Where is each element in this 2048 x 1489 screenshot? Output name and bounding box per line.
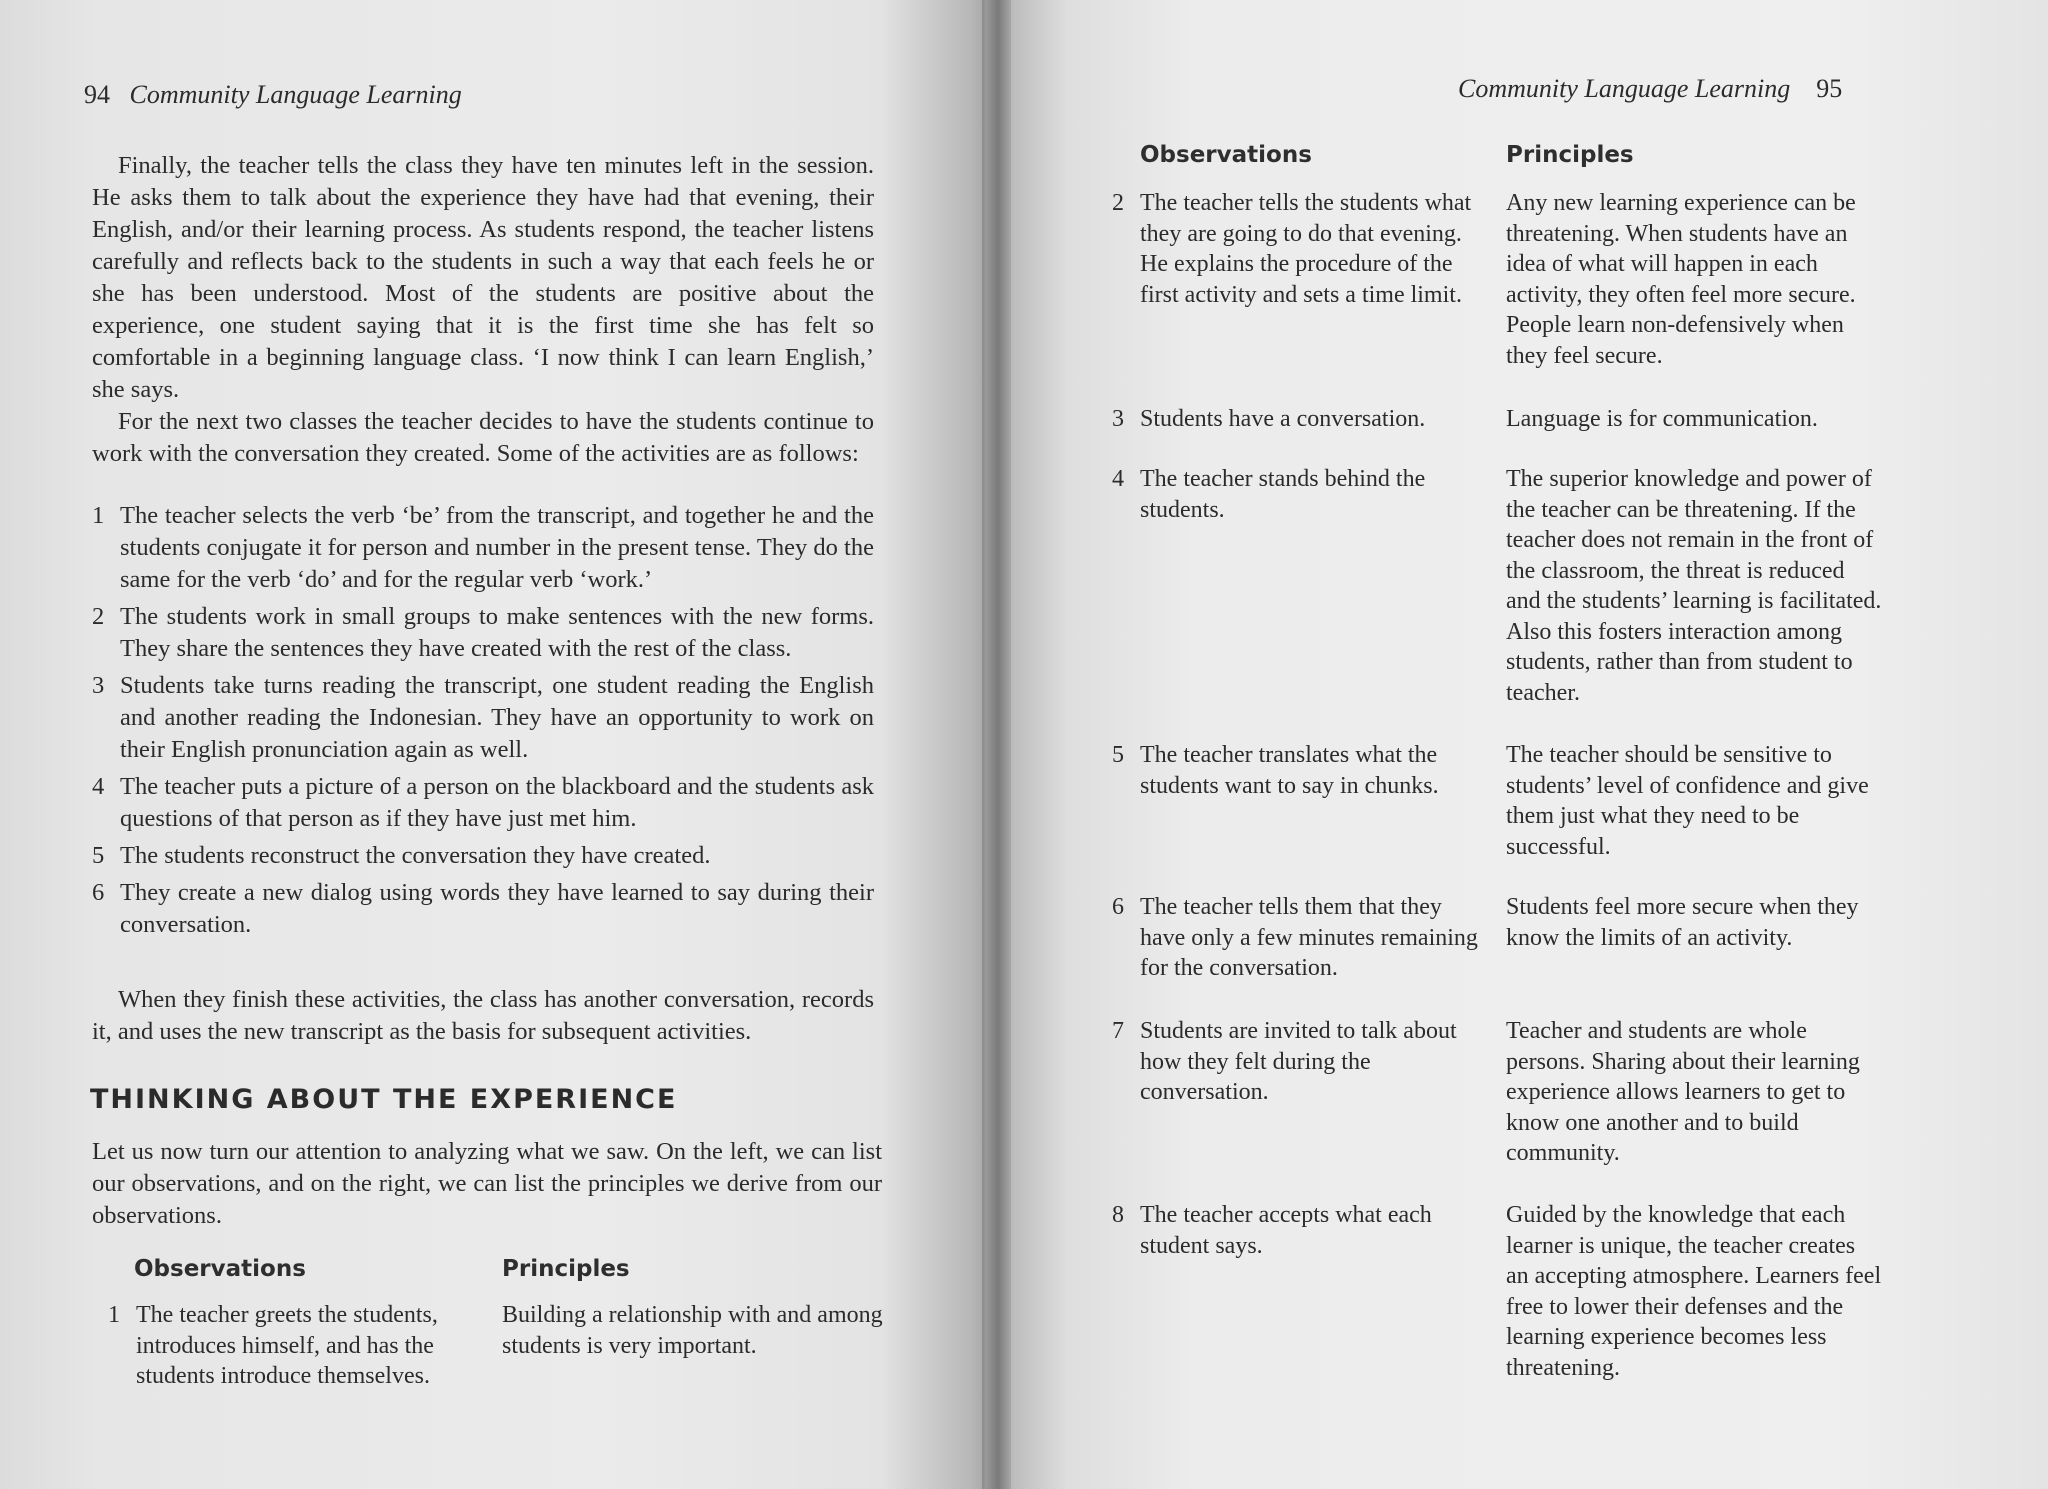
section-heading: THINKING ABOUT THE EXPERIENCE xyxy=(90,1084,678,1115)
item-number: 5 xyxy=(92,842,105,869)
list-item xyxy=(92,500,874,596)
row-number: 6 xyxy=(1112,894,1124,920)
item-number: 1 xyxy=(92,502,105,529)
item-text: The teacher selects the verb ‘be’ from the transcript, and together he and the students conjugate it for person and number in the present tense. They do the same for the verb ‘do’ and for the regular verb ‘work.’ xyxy=(120,502,874,593)
section-intro xyxy=(92,1136,882,1232)
item-number: 6 xyxy=(92,879,105,906)
list-item xyxy=(92,771,874,835)
principle-cell: The superior knowledge and power of the teacher can be threatening. If the teacher does not remain in the front of the classroom, the threat is reduced and the students’ learning is facilitated. Also this fosters interaction among students, rather than from student to teacher. xyxy=(1506,466,1882,706)
principle-cell: Guided by the knowledge that each learner is unique, the teacher creates an accepting atmosphere. Learners feel free to lower their defenses and the learning experience becomes less threatening. xyxy=(1506,1202,1882,1381)
observation-cell: The teacher tells them that they have only a few minutes remaining for the conversation. xyxy=(1140,894,1478,981)
activity-list xyxy=(92,500,874,946)
row-number: 7 xyxy=(1112,1018,1124,1044)
list-item xyxy=(92,840,874,872)
item-text: The students reconstruct the conversation they have created. xyxy=(120,842,711,869)
right-running-head xyxy=(1458,74,1842,104)
list-item xyxy=(92,601,874,665)
item-number: 3 xyxy=(92,672,105,699)
item-text: They create a new dialog using words they have learned to say during their conversation. xyxy=(120,879,874,938)
item-text: Students take turns reading the transcript, one student reading the English and another reading the Indonesian. They have an opportunity to work on their English pronunciation again as well. xyxy=(120,672,874,763)
observation-cell: Students are invited to talk about how they felt during the conversation. xyxy=(1140,1018,1457,1105)
page-number: 94 xyxy=(84,80,110,109)
item-text: The students work in small groups to make sentences with the new forms. They share the sentences they have created with the rest of the class. xyxy=(120,603,874,662)
principle-cell: Any new learning experience can be threatening. When students have an idea of what will happen in each activity, they often feel more secure. People learn non-defensively when they feel secure. xyxy=(1506,190,1856,369)
row-number: 2 xyxy=(1112,190,1124,216)
observation-cell: The teacher tells the students what they are going to do that evening. He explains the procedure of the first activity and sets a time limit. xyxy=(1140,190,1472,308)
paragraph: Let us now turn our attention to analyzing what we saw. On the left, we can list our observations, and on the right, we can list the principles we derive from our observations. xyxy=(92,1138,882,1229)
page-number: 95 xyxy=(1816,74,1843,103)
principles-heading: Principles xyxy=(502,1256,630,1282)
list-item xyxy=(92,670,874,766)
principles-heading: Principles xyxy=(1506,142,1634,168)
observation-cell: The teacher stands behind the students. xyxy=(1140,466,1426,523)
book-gutter xyxy=(985,0,1011,1489)
observation-cell: The teacher translates what the students want to say in chunks. xyxy=(1140,742,1439,799)
item-number: 2 xyxy=(92,603,105,630)
row-number: 3 xyxy=(1112,406,1124,432)
principle-cell: Teacher and students are whole persons. Sharing about their learning experience allows learners to get to know one another and to build community. xyxy=(1506,1018,1860,1166)
closing-paragraph-block xyxy=(92,984,874,1048)
row-number: 4 xyxy=(1112,466,1124,492)
paragraph: Finally, the teacher tells the class they have ten minutes left in the session. He asks them to talk about the experience they have had that evening, their English, and/or their learning process. As students respond, the teacher listens carefully and reflects back to the students in such a way that each feels he or she has been understood. Most of the students are positive about the experience, one student saying that it is the first time she has felt so comfortable in a beginning language class. ‘I now think I can learn English,’ she says. xyxy=(92,152,874,403)
observations-heading: Observations xyxy=(1140,142,1312,168)
list-item xyxy=(92,877,874,941)
running-head-title: Community Language Learning xyxy=(1458,74,1791,103)
observations-heading: Observations xyxy=(134,1256,306,1282)
paragraph: For the next two classes the teacher decides to have the students continue to work with the conversation they created. Some of the activities are as follows: xyxy=(92,408,874,467)
body-paragraphs xyxy=(92,150,874,470)
running-head-title: Community Language Learning xyxy=(129,80,462,109)
left-page xyxy=(0,0,1000,1489)
item-text: The teacher puts a picture of a person on the blackboard and the students ask questions of that person as if they have just met him. xyxy=(120,773,874,832)
row-number: 8 xyxy=(1112,1202,1124,1228)
principle-cell: Language is for communication. xyxy=(1506,406,1818,432)
right-page xyxy=(982,0,2048,1489)
principle-cell: Building a relationship with and among students is very important. xyxy=(502,1302,883,1359)
row-number: 5 xyxy=(1112,742,1124,768)
observation-cell: Students have a conversation. xyxy=(1140,406,1426,432)
item-number: 4 xyxy=(92,773,105,800)
principle-cell: The teacher should be sensitive to students’ level of confidence and give them just what they need to be successful. xyxy=(1506,742,1869,860)
left-running-head xyxy=(84,80,462,110)
observation-cell: The teacher accepts what each student says. xyxy=(1140,1202,1432,1259)
principle-cell: Students feel more secure when they know the limits of an activity. xyxy=(1506,894,1859,951)
row-number: 1 xyxy=(108,1302,120,1328)
paragraph: When they finish these activities, the class has another conversation, records it, and uses the new transcript as the basis for subsequent activities. xyxy=(92,986,874,1045)
observation-cell: The teacher greets the students, introduces himself, and has the students introduce themselves. xyxy=(136,1302,438,1389)
